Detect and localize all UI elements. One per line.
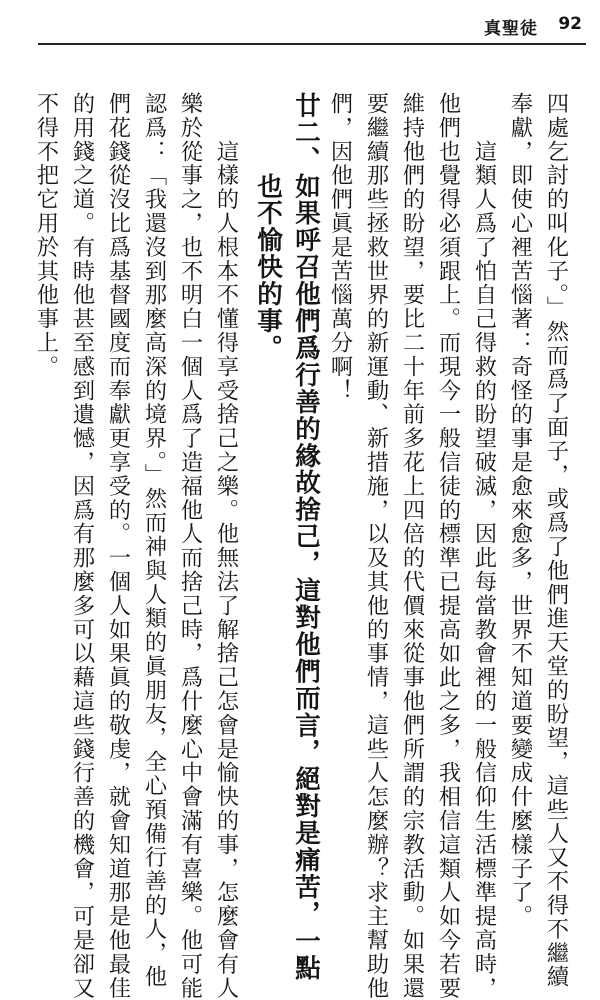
page-number: 92: [558, 14, 582, 34]
text-column: 樂於從事之，也不明白一個人爲了造福他人而捨己時，爲什麼心中會滿有喜樂。他可能: [177, 92, 203, 1000]
text-column: 奉獻，即使心裡苦惱著：奇怪的事是愈來愈多，世界不知道要變成什麼樣子了。: [507, 92, 533, 929]
text-column: 他們也覺得必須跟上。而現今一般信徒的標準已提高如此之多，我相信這類人如今若要: [435, 92, 461, 1000]
text-column: 要繼續那些拯救世界的新運動、新措施，以及其他的事情，這些人怎麼辦？求主幫助他: [363, 92, 389, 1000]
text-column: 這樣的人根本不懂得享受捨己之樂。他無法了解捨己怎會是愉快的事，怎麼會有人: [213, 92, 239, 1000]
text-column: 們花錢從沒比爲基督國度而奉獻更享受的。一個人如果眞的敬虔，就會知道那是他最佳: [105, 92, 131, 1000]
section-heading: 廿二、如果呼召他們爲行善的緣故捨己，這對他們而言，絕對是痛苦，一點: [291, 92, 321, 982]
running-header-title: 真聖徒: [484, 19, 538, 39]
text-column: 這類人爲了怕自己得救的盼望破滅，因此每當教會裡的一般信仰生活標準提高時，: [471, 92, 497, 1000]
text-column: 不得不把它用於其他事上。: [33, 92, 59, 379]
section-heading-continuation: 也不愉快的事。: [253, 92, 283, 362]
text-column: 四處乞討的叫化子。」然而爲了面子，或爲了他們進天堂的盼望，這些人又不得不繼續: [543, 92, 569, 990]
text-column: 認爲：「我還沒到那麼高深的境界。」然而神與人類的眞朋友，全心預備行善的人，他: [141, 92, 167, 990]
text-column: 的用錢之道。有時他甚至感到遺憾，因爲有那麼多可以藉這些錢行善的機會，可是卻又: [69, 92, 95, 1000]
text-column: 維持他們的盼望，要比二十年前多花上四倍的代價來從事他們所謂的宗教活動。如果還: [399, 92, 425, 1000]
text-column: 們，因他們眞是苦惱萬分啊！: [327, 92, 353, 403]
header-rule: [38, 43, 586, 45]
